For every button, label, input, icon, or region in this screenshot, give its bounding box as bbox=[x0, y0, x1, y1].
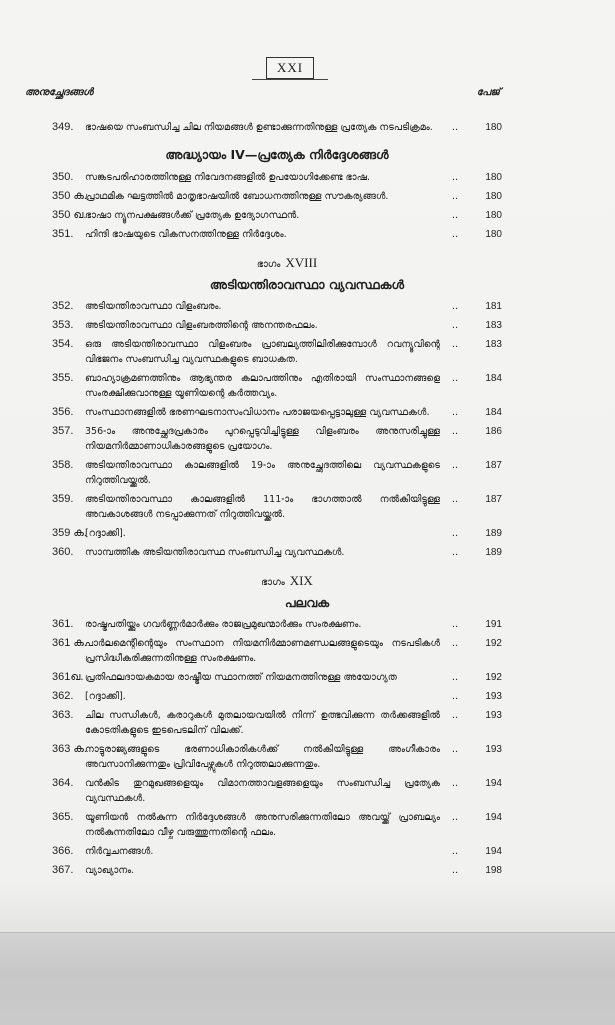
entry-title: യൂണിയൻ നൽകുന്ന നിർദ്ദേശങ്ങൾ അനുസരിക്കുന്നതിലോ അവയ്ക്ക് പ്രാബല്യം നൽകുന്നതിലോ വീഴ്ച വരുത്തുന്നതിന്റെ ഫലം. bbox=[85, 812, 440, 838]
toc-entry bbox=[52, 524, 502, 543]
entry-title: പാർലമെന്റിന്റെയും സംസ്ഥാന നിയമനിർമ്മാണമണ്ഡലങ്ങളുടെയും നടപടികൾ പ്രസിദ്ധീകരിക്കുന്നതിനുള്ള സംരക്ഷണം. bbox=[85, 638, 440, 664]
entry-leader: .. bbox=[451, 122, 459, 133]
entry-page: 193 bbox=[485, 744, 502, 755]
entry-page: 194 bbox=[485, 846, 502, 857]
entry-title: പ്രാഥമിക ഘട്ടത്തിൽ മാതൃഭാഷയിൽ ബോധനത്തിനുള്ള സൗകര്യങ്ങൾ. bbox=[85, 191, 389, 202]
entry-page: 189 bbox=[485, 528, 502, 539]
entry-page: 192 bbox=[485, 638, 502, 649]
entry-leader: .. bbox=[451, 301, 459, 312]
header-page-label: പേജ് bbox=[476, 87, 500, 98]
entry-number: 354. bbox=[52, 338, 74, 350]
table-of-contents bbox=[52, 118, 502, 880]
entry-number: 360. bbox=[52, 546, 74, 558]
toc-entry bbox=[52, 422, 502, 456]
entry-page: 189 bbox=[485, 547, 502, 558]
entry-number: 355. bbox=[52, 372, 74, 384]
entry-title: ചില സന്ധികൾ, കരാറുകൾ മുതലായവയിൽ നിന്ന് ഉത്ഭവിക്കുന്ന തർക്കങ്ങളിൽ കോടതികളുടെ ഇടപെടലിന് വിലക്ക്. bbox=[85, 710, 440, 736]
entry-number: 363. bbox=[52, 709, 74, 721]
toc-entry bbox=[52, 168, 502, 187]
header-articles-label: അനുച്ഛേദങ്ങൾ bbox=[25, 87, 94, 98]
entry-page: 192 bbox=[485, 672, 502, 683]
entry-page: 181 bbox=[485, 301, 502, 312]
entry-title: ഭാഷയെ സംബന്ധിച്ച ചില നിയമങ്ങൾ ഉണ്ടാക്കുന്നതിനുള്ള പ്രത്യേക നടപടിക്രമം. bbox=[85, 122, 433, 133]
toc-entry bbox=[52, 808, 502, 842]
entry-number: 361 ക. bbox=[52, 637, 87, 649]
entry-title: സാമ്പത്തിക അടിയന്തിരാവസ്ഥ സംബന്ധിച്ച വ്യവസ്ഥകൾ. bbox=[85, 547, 345, 558]
toc-entry bbox=[52, 615, 502, 634]
entry-title: [റദ്ദാക്കി]. bbox=[85, 691, 126, 702]
entry-title: ഒരു അടിയന്തിരാവസ്ഥാ വിളംബരം പ്രാബല്യത്തിലിരിക്കുമ്പോൾ റവന്യൂവിന്റെ വിഭജനം സംബന്ധിച്ച വ്യവസ്ഥകളുടെ ബാധകത. bbox=[85, 339, 440, 365]
entry-leader: .. bbox=[451, 744, 459, 755]
part-title: പലവക bbox=[284, 595, 330, 610]
entry-leader: .. bbox=[451, 528, 459, 539]
toc-entry bbox=[52, 842, 502, 861]
entry-page: 180 bbox=[485, 122, 502, 133]
entry-number: 350 ക. bbox=[52, 190, 87, 202]
entry-page: 180 bbox=[485, 172, 502, 183]
part-label-line bbox=[52, 572, 502, 592]
toc-entry bbox=[52, 316, 502, 335]
toc-entry bbox=[52, 297, 502, 316]
entry-title: നിർവ്വചനങ്ങൾ. bbox=[85, 846, 154, 857]
toc-entry bbox=[52, 369, 502, 403]
entry-page: 180 bbox=[485, 191, 502, 202]
entry-number: 365. bbox=[52, 811, 74, 823]
entry-leader: .. bbox=[451, 619, 459, 630]
entry-number: 352. bbox=[52, 300, 74, 312]
toc-entry bbox=[52, 774, 502, 808]
entry-page: 193 bbox=[485, 691, 502, 702]
entry-number: 366. bbox=[52, 845, 74, 857]
toc-entry bbox=[52, 225, 502, 244]
part-numeral: XVIII bbox=[285, 255, 318, 270]
toc-entry bbox=[52, 543, 502, 562]
entry-leader: .. bbox=[451, 865, 459, 876]
entry-number: 351. bbox=[52, 228, 74, 240]
entry-leader: .. bbox=[451, 691, 459, 702]
entry-title: അടിയന്തിരാവസ്ഥാ കാലങ്ങളിൽ 19-ാം അനുച്ഛേദത്തിലെ വ്യവസ്ഥകളുടെ നിറുത്തിവയ്ക്കൽ. bbox=[85, 460, 440, 486]
entry-leader: .. bbox=[451, 672, 459, 683]
entry-number: 361ഖ. bbox=[52, 671, 84, 683]
entry-title: രാഷ്ട്രപതിയ്ക്കും ഗവർണ്ണർമാർക്കും രാജപ്രമുഖന്മാർക്കും സംരക്ഷണം. bbox=[85, 619, 362, 630]
entry-number: 364. bbox=[52, 777, 74, 789]
part-numeral: XIX bbox=[289, 573, 313, 588]
toc-entry bbox=[52, 668, 502, 687]
entry-page: 180 bbox=[485, 210, 502, 221]
entry-page: 193 bbox=[485, 710, 502, 721]
toc-entry bbox=[52, 490, 502, 524]
entry-number: 362. bbox=[52, 690, 74, 702]
entry-page: 194 bbox=[485, 812, 502, 823]
entry-title: ഹിന്ദി ഭാഷയുടെ വികസനത്തിനുള്ള നിർദ്ദേശം. bbox=[85, 229, 287, 240]
entry-leader: .. bbox=[451, 172, 459, 183]
entry-title: ഭാഷാ ന്യൂനപക്ഷങ്ങൾക്ക് പ്രത്യേക ഉദ്യോഗസ്ഥൻ. bbox=[85, 210, 300, 221]
entry-number: 367. bbox=[52, 864, 74, 876]
toc-entry bbox=[52, 861, 502, 880]
entry-number: 357. bbox=[52, 425, 74, 437]
entry-page: 198 bbox=[485, 865, 502, 876]
entry-title: വ്യാഖ്യാനം. bbox=[85, 865, 135, 876]
entry-number: 363 ക. bbox=[52, 743, 87, 755]
page-number-rule bbox=[252, 79, 328, 80]
toc-entry bbox=[52, 403, 502, 422]
entry-number: 361. bbox=[52, 618, 74, 630]
entry-page: 187 bbox=[485, 460, 502, 471]
entry-leader: .. bbox=[451, 494, 459, 505]
entry-title: സങ്കടപരിഹാരത്തിനുള്ള നിവേദനങ്ങളിൽ ഉപയോഗിക്കേണ്ട ഭാഷ. bbox=[85, 172, 371, 183]
entry-leader: .. bbox=[451, 710, 459, 721]
entry-leader: .. bbox=[451, 638, 459, 649]
entry-leader: .. bbox=[451, 846, 459, 857]
entry-number: 359 ക. bbox=[52, 527, 87, 539]
entry-title: [റദ്ദാക്കി]. bbox=[85, 528, 126, 539]
entry-leader: .. bbox=[451, 320, 459, 331]
entry-page: 187 bbox=[485, 494, 502, 505]
toc-entry bbox=[52, 206, 502, 225]
entry-leader: .. bbox=[451, 373, 459, 384]
entry-title: പ്രതിഫലദായകമായ രാഷ്ട്രീയ സ്ഥാനത്ത് നിയമനത്തിനുള്ള അയോഗ്യത bbox=[85, 672, 397, 683]
entry-leader: .. bbox=[451, 812, 459, 823]
entry-number: 353. bbox=[52, 319, 74, 331]
entry-title: 356-ാം അനുച്ഛേദപ്രകാരം പുറപ്പെടുവിച്ചിട്ടുള്ള വിളംബരം അനുസരിച്ചുള്ള നിയമനിർമ്മാണാധികാരങ്ങളുടെ പ്രയോഗം. bbox=[85, 426, 440, 452]
toc-entry bbox=[52, 456, 502, 490]
entry-title: അടിയന്തിരാവസ്ഥാ വിളംബരം. bbox=[85, 301, 222, 312]
entry-title: അടിയന്തിരാവസ്ഥാ വിളംബരത്തിന്റെ അനന്തരഫലം. bbox=[85, 320, 318, 331]
entry-page: 183 bbox=[485, 320, 502, 331]
entry-title: ബാഹ്യാക്രമണത്തിനും ആഭ്യന്തര കലാപത്തിനും എതിരായി സംസ്ഥാനങ്ങളെ സംരക്ഷിക്കുവാനുള്ള യൂണിയന്റെ കർത്തവ്യം. bbox=[85, 373, 440, 399]
entry-leader: .. bbox=[451, 407, 459, 418]
entry-leader: .. bbox=[451, 460, 459, 471]
entry-number: 358. bbox=[52, 459, 74, 471]
entry-leader: .. bbox=[451, 210, 459, 221]
scan-edge-shadow bbox=[0, 932, 615, 1025]
entry-title: അടിയന്തിരാവസ്ഥാ കാലങ്ങളിൽ 111-ാം ഭാഗത്താൽ നൽകിയിട്ടുള്ള അവകാശങ്ങൾ നടപ്പാക്കുന്നത് നിറുത്തിവയ്ക്കൽ. bbox=[85, 494, 440, 520]
entry-number: 359. bbox=[52, 493, 74, 505]
entry-title: സംസ്ഥാനങ്ങളിൽ ഭരണഘടനാസംവിധാനം പരാജയപ്പെട്ടാലുള്ള വ്യവസ്ഥകൾ. bbox=[85, 407, 430, 418]
entry-leader: .. bbox=[451, 778, 459, 789]
entry-page: 194 bbox=[485, 778, 502, 789]
part-label: ഭാഗം bbox=[256, 259, 281, 270]
entry-leader: .. bbox=[451, 547, 459, 558]
part-label-line bbox=[52, 254, 502, 274]
entry-page: 184 bbox=[485, 373, 502, 384]
chapter-heading: അദ്ധ്യായം IV—പ്രത്യേക നിർദ്ദേശങ്ങൾ bbox=[165, 147, 389, 162]
toc-entry bbox=[52, 335, 502, 369]
entry-page: 184 bbox=[485, 407, 502, 418]
entry-number: 350. bbox=[52, 171, 74, 183]
entry-page: 183 bbox=[485, 339, 502, 350]
toc-entry bbox=[52, 634, 502, 668]
entry-title: വൻകിട തുറമുഖങ്ങളെയും വിമാനത്താവളങ്ങളെയും സംബന്ധിച്ച പ്രത്യേക വ്യവസ്ഥകൾ. bbox=[85, 778, 440, 804]
entry-title: നാട്ടുരാജ്യങ്ങളുടെ ഭരണാധികാരികൾക്ക് നൽകിയിട്ടുള്ള അംഗീകാരം അവസാനിക്കുന്നതും പ്രിവിപേഴ്സുകൾ നിറുത്തലാക്കുന്നതും. bbox=[85, 744, 440, 770]
toc-entry bbox=[52, 740, 502, 774]
toc-entry bbox=[52, 118, 502, 137]
entry-number: 350 ഖ. bbox=[52, 209, 87, 221]
entry-leader: .. bbox=[451, 426, 459, 437]
part-heading bbox=[52, 572, 502, 613]
entry-page: 191 bbox=[485, 619, 502, 630]
toc-entry bbox=[52, 687, 502, 706]
page-number-box: XXI bbox=[266, 57, 314, 79]
toc-entry bbox=[52, 187, 502, 206]
entry-number: 349. bbox=[52, 121, 74, 133]
entry-number: 356. bbox=[52, 406, 74, 418]
entry-page: 180 bbox=[485, 229, 502, 240]
part-heading bbox=[52, 254, 502, 295]
entry-leader: .. bbox=[451, 339, 459, 350]
entry-leader: .. bbox=[451, 229, 459, 240]
entry-page: 186 bbox=[485, 426, 502, 437]
part-title: അടിയന്തിരാവസ്ഥാ വ്യവസ്ഥകൾ bbox=[209, 277, 405, 292]
part-label: ഭാഗം bbox=[261, 577, 285, 588]
toc-entry bbox=[52, 706, 502, 740]
entry-leader: .. bbox=[451, 191, 459, 202]
